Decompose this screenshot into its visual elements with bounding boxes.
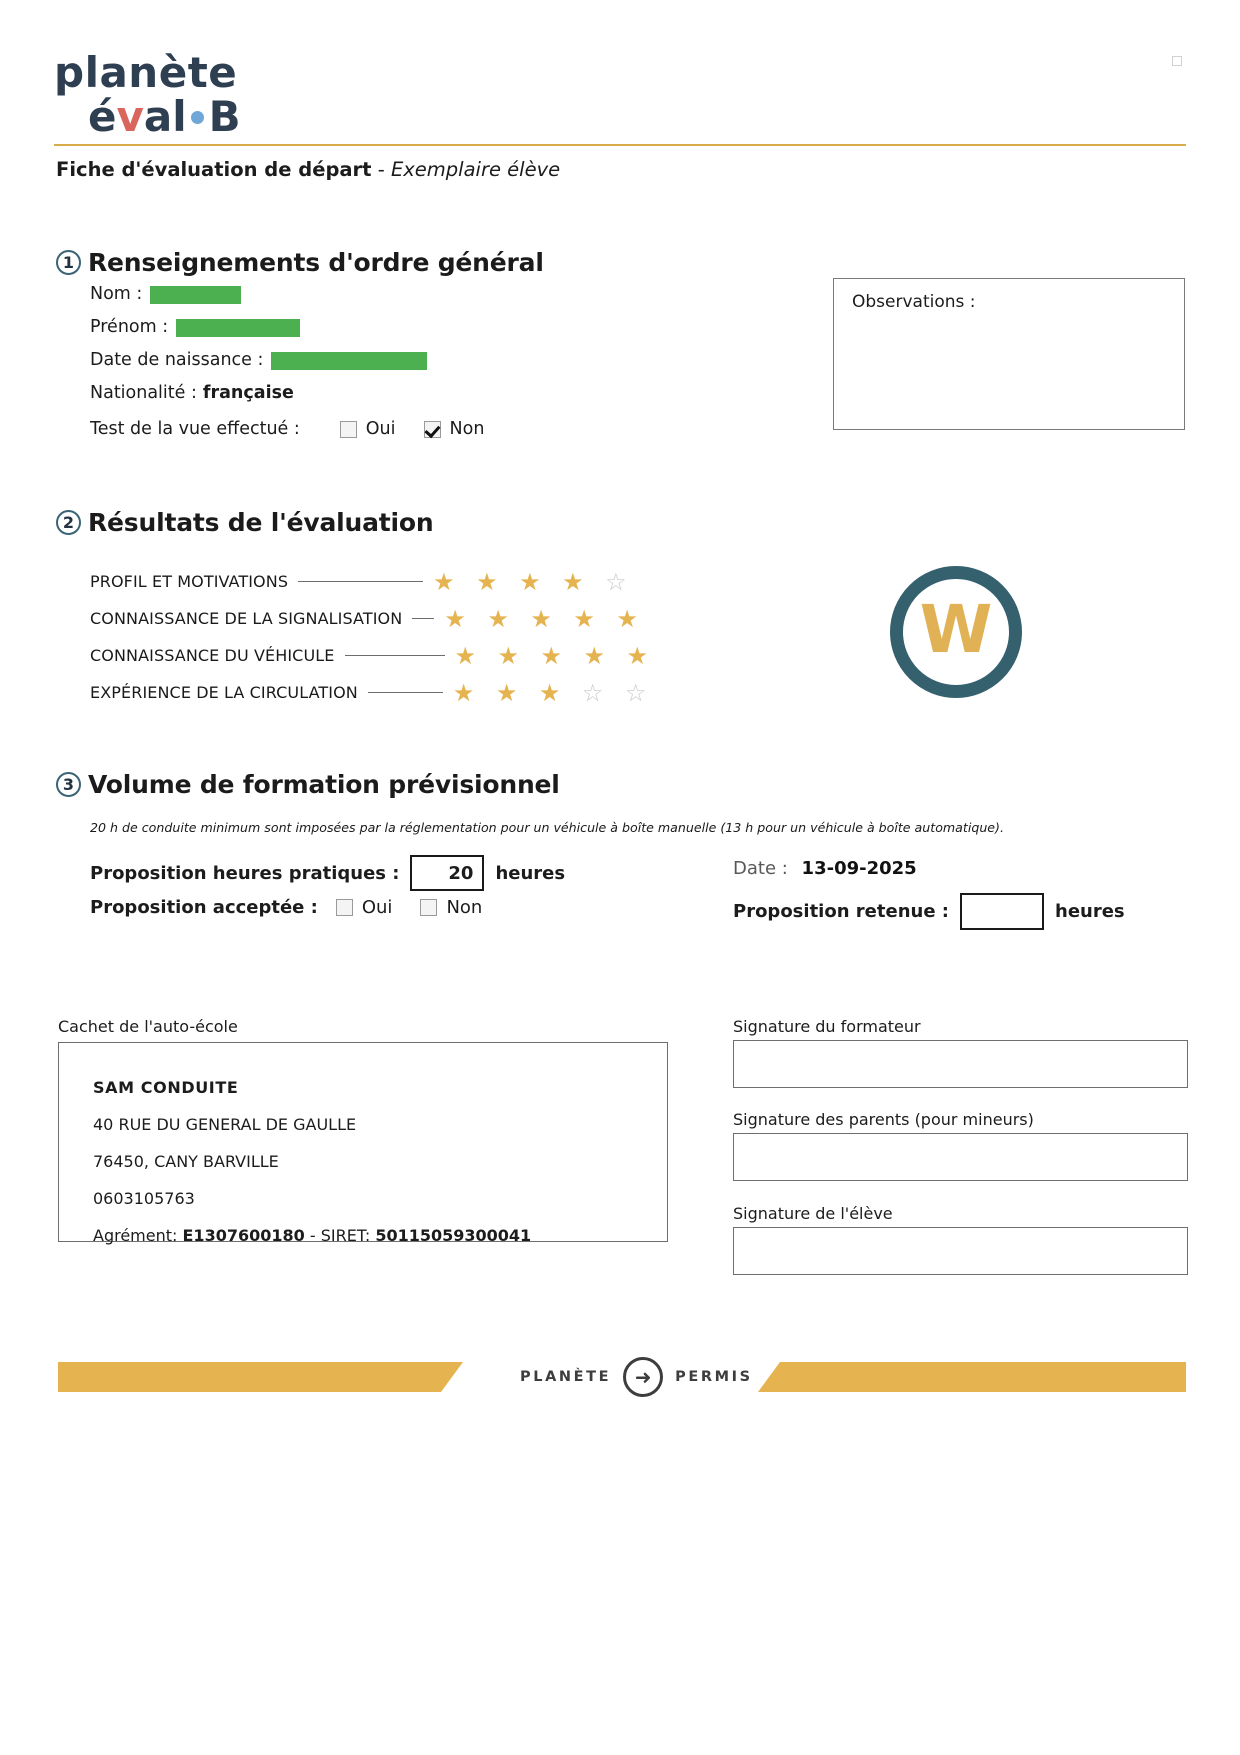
field-nom-redaction bbox=[150, 286, 241, 304]
section-3-title: Volume de formation prévisionnel bbox=[88, 770, 560, 799]
school-phone: 0603105763 bbox=[93, 1189, 195, 1208]
star-filled-icon: ★ bbox=[540, 641, 563, 670]
checkbox-test-vue-non[interactable] bbox=[424, 421, 441, 438]
corner-marker-icon bbox=[1172, 56, 1182, 66]
arrow-right-icon: ➜ bbox=[623, 1357, 663, 1397]
rating-label: EXPÉRIENCE DE LA CIRCULATION bbox=[90, 683, 358, 702]
rating-label: CONNAISSANCE DE LA SIGNALISATION bbox=[90, 609, 403, 628]
rating-stars bbox=[452, 678, 669, 707]
section-2-heading bbox=[56, 508, 433, 537]
section-3-number: 3 bbox=[56, 772, 81, 797]
footer-word-planete: PLANÈTE bbox=[520, 1369, 612, 1385]
star-filled-icon: ★ bbox=[583, 641, 606, 670]
footer-bar-right bbox=[758, 1362, 1186, 1392]
evaluation-date bbox=[733, 858, 917, 879]
field-nationalite-label: Nationalité : bbox=[90, 383, 197, 403]
section-2-title: Résultats de l'évaluation bbox=[88, 508, 434, 537]
field-test-vue-label: Test de la vue effectué : bbox=[90, 419, 300, 439]
school-legal-ids bbox=[93, 1217, 667, 1254]
school-city: 76450, CANY BARVILLE bbox=[93, 1152, 279, 1171]
proposition-retained-input[interactable] bbox=[960, 893, 1044, 930]
cachet-label: Cachet de l'auto-école bbox=[58, 1017, 238, 1036]
section-2-number: 2 bbox=[56, 510, 81, 535]
evaluation-date-value: 13-09-2025 bbox=[801, 858, 917, 879]
star-filled-icon: ★ bbox=[562, 567, 584, 596]
rating-row bbox=[90, 674, 671, 711]
proposition-hours-input[interactable]: 20 bbox=[410, 855, 484, 891]
page-title-main: Fiche d'évaluation de départ bbox=[56, 158, 372, 181]
evaluation-results-list bbox=[90, 563, 671, 711]
cachet-box bbox=[58, 1042, 668, 1245]
signature-eleve-box[interactable] bbox=[733, 1227, 1188, 1275]
regulation-note: 20 h de conduite minimum sont imposées par la réglementation pour un véhicule à boîte manuelle (13 h pour un véhicule à boîte automatique). bbox=[90, 820, 1004, 835]
evaluation-date-label: Date : bbox=[733, 858, 788, 879]
checkbox-accepted-oui[interactable] bbox=[336, 899, 353, 916]
logo-char-v: v bbox=[116, 92, 144, 141]
signature-formateur-label: Signature du formateur bbox=[733, 1017, 921, 1036]
star-filled-icon: ★ bbox=[573, 604, 595, 633]
section-1-title: Renseignements d'ordre général bbox=[88, 248, 544, 277]
test-vue-option-non[interactable] bbox=[424, 413, 485, 446]
logo-dot-icon bbox=[191, 111, 204, 124]
agrement-label: Agrément: bbox=[93, 1226, 183, 1245]
checkbox-test-vue-non-label: Non bbox=[449, 419, 485, 439]
star-empty-icon: ☆ bbox=[605, 567, 627, 596]
signature-parents-group bbox=[733, 1110, 1188, 1181]
agrement-value: E1307600180 bbox=[182, 1226, 305, 1245]
evaluation-badge bbox=[890, 566, 1022, 698]
checkbox-accepted-oui-label: Oui bbox=[361, 897, 393, 918]
school-address: 40 RUE DU GENERAL DE GAULLE bbox=[93, 1115, 357, 1134]
rating-stars bbox=[433, 567, 649, 596]
field-nationalite-value: française bbox=[202, 383, 294, 403]
test-vue-option-oui[interactable] bbox=[340, 413, 396, 446]
proposition-accepted-row bbox=[90, 897, 492, 918]
star-filled-icon: ★ bbox=[616, 604, 638, 633]
logo-char-b: B bbox=[208, 92, 241, 141]
star-filled-icon: ★ bbox=[476, 567, 498, 596]
page-title bbox=[56, 158, 560, 181]
rating-stars bbox=[454, 641, 671, 670]
checkbox-accepted-non-label: Non bbox=[446, 897, 483, 918]
rating-label: CONNAISSANCE DU VÉHICULE bbox=[90, 646, 335, 665]
field-date-naissance-redaction bbox=[271, 352, 427, 370]
signature-formateur-group bbox=[733, 1017, 1188, 1088]
rating-row bbox=[90, 637, 671, 674]
logo-char-e: é bbox=[88, 92, 117, 141]
signature-formateur-box[interactable] bbox=[733, 1040, 1188, 1088]
star-filled-icon: ★ bbox=[626, 641, 649, 670]
general-information-fields bbox=[90, 278, 512, 446]
star-filled-icon: ★ bbox=[519, 567, 541, 596]
star-filled-icon: ★ bbox=[530, 604, 552, 633]
footer-bar-left bbox=[58, 1362, 463, 1392]
school-name: SAM CONDUITE bbox=[93, 1078, 239, 1097]
proposition-hours-label: Proposition heures pratiques : bbox=[90, 862, 400, 884]
rating-stars bbox=[444, 604, 660, 633]
footer-brand-logo bbox=[520, 1357, 753, 1397]
star-filled-icon: ★ bbox=[444, 604, 466, 633]
signature-eleve-label: Signature de l'élève bbox=[733, 1204, 893, 1223]
field-date-naissance bbox=[90, 344, 512, 377]
rating-row bbox=[90, 600, 671, 637]
star-filled-icon: ★ bbox=[497, 641, 520, 670]
rating-leader-line bbox=[345, 655, 445, 656]
rating-label: PROFIL ET MOTIVATIONS bbox=[90, 572, 289, 591]
field-nom bbox=[90, 278, 512, 311]
section-3-heading bbox=[56, 770, 560, 799]
proposition-retained-unit: heures bbox=[1055, 901, 1125, 922]
signature-eleve-group bbox=[733, 1204, 1188, 1275]
footer-word-permis: PERMIS bbox=[675, 1369, 753, 1385]
proposition-hours-row bbox=[90, 855, 565, 891]
rating-row bbox=[90, 563, 671, 600]
checkbox-accepted-non[interactable] bbox=[420, 899, 437, 916]
star-empty-icon: ☆ bbox=[581, 678, 604, 707]
page-title-sep: - bbox=[371, 158, 391, 181]
star-filled-icon: ★ bbox=[495, 678, 518, 707]
header-divider bbox=[54, 144, 1186, 146]
star-filled-icon: ★ bbox=[487, 604, 509, 633]
field-prenom bbox=[90, 311, 512, 344]
field-prenom-label: Prénom : bbox=[90, 317, 169, 337]
proposition-accepted-option-non[interactable] bbox=[420, 897, 482, 918]
logo-text-evalb bbox=[88, 92, 474, 141]
section-1-heading bbox=[56, 248, 544, 277]
proposition-accepted-label: Proposition acceptée : bbox=[90, 897, 318, 918]
star-filled-icon: ★ bbox=[433, 567, 455, 596]
field-test-vue bbox=[90, 413, 512, 446]
rating-leader-line bbox=[368, 692, 443, 693]
logo-text-planete: planète bbox=[54, 48, 238, 97]
checkbox-test-vue-oui[interactable] bbox=[340, 421, 357, 438]
evaluation-badge-letter: W bbox=[919, 591, 993, 668]
checkbox-test-vue-oui-label: Oui bbox=[365, 419, 396, 439]
proposition-hours-unit: heures bbox=[495, 862, 566, 884]
page-title-variant: Exemplaire élève bbox=[390, 158, 561, 181]
rating-leader-line bbox=[412, 618, 434, 619]
field-nationalite bbox=[90, 377, 512, 410]
logo-char-al: al bbox=[143, 92, 187, 141]
signature-parents-label: Signature des parents (pour mineurs) bbox=[733, 1110, 1034, 1129]
observations-box[interactable] bbox=[833, 278, 1185, 430]
field-date-naissance-label: Date de naissance : bbox=[90, 350, 264, 370]
star-filled-icon: ★ bbox=[538, 678, 561, 707]
brand-logo bbox=[54, 48, 474, 141]
rating-leader-line bbox=[298, 581, 423, 582]
star-filled-icon: ★ bbox=[452, 678, 475, 707]
siret-label: - SIRET: bbox=[304, 1226, 376, 1245]
proposition-retained-label: Proposition retenue : bbox=[733, 901, 949, 922]
section-1-number: 1 bbox=[56, 250, 81, 275]
observations-label: Observations : bbox=[852, 292, 976, 312]
star-empty-icon: ☆ bbox=[624, 678, 647, 707]
proposition-accepted-option-oui[interactable] bbox=[336, 897, 393, 918]
proposition-retained-row bbox=[733, 893, 1125, 930]
siret-value: 50115059300041 bbox=[375, 1226, 532, 1245]
star-filled-icon: ★ bbox=[454, 641, 477, 670]
signature-parents-box[interactable] bbox=[733, 1133, 1188, 1181]
field-prenom-redaction bbox=[176, 319, 300, 337]
field-nom-label: Nom : bbox=[90, 284, 143, 304]
